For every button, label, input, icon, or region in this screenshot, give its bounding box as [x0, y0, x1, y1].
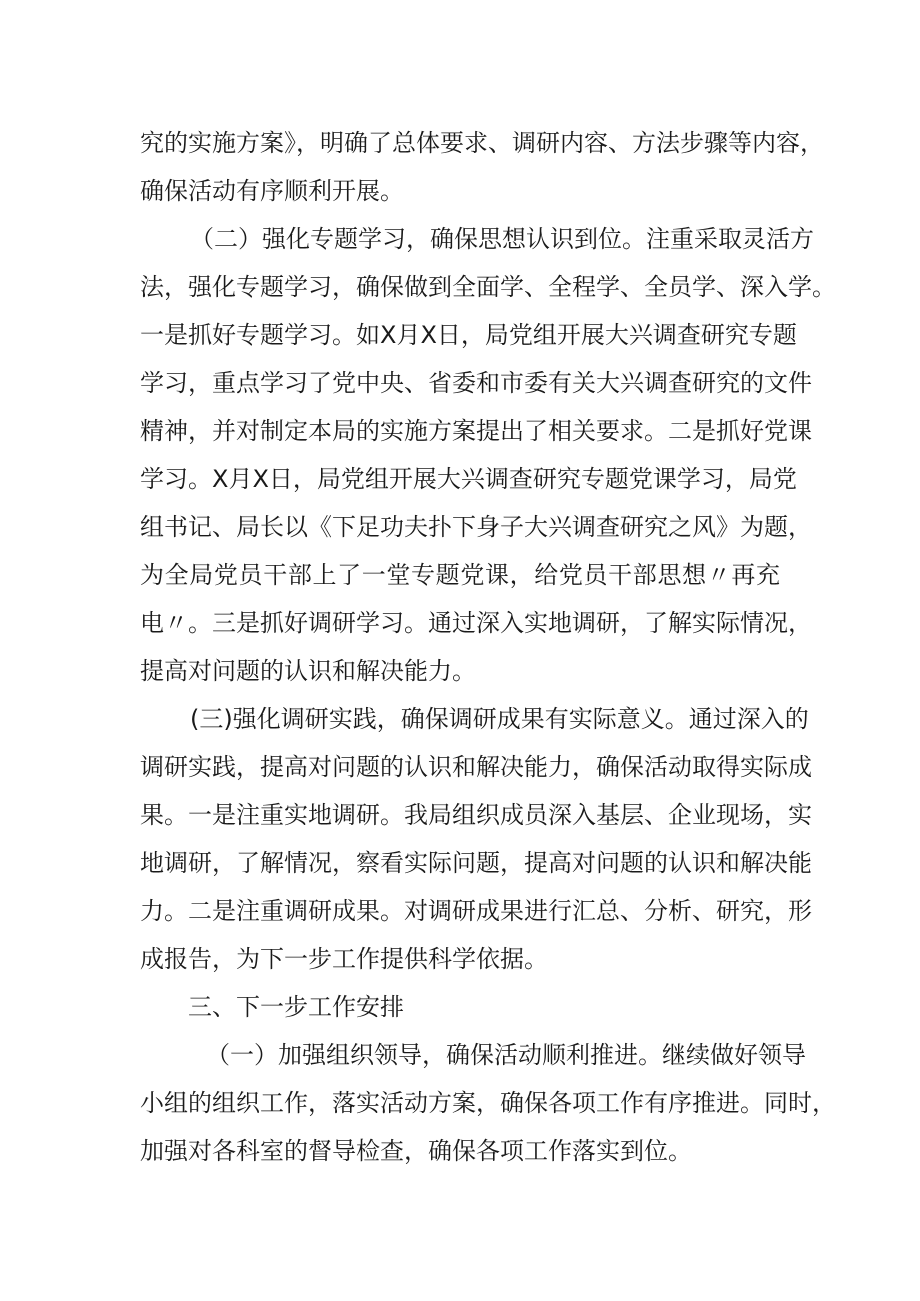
section-2-line-2: 法，强化专题学习，确保做到全面学、全程学、全员学、深入学。: [140, 273, 836, 301]
section-3-line-3: 果。一是注重实地调研。我局组织成员深入基层、企业现场，实: [140, 801, 812, 829]
section-2-line-3: 一是抓好专题学习。如X月X日，局党组开展大兴调查研究专题: [140, 321, 797, 349]
paragraph-line-1: 究的实施方案》，明确了总体要求、调研内容、方法步骤等内容，: [140, 129, 824, 157]
section-heading-next-steps: 三、下一步工作安排: [188, 993, 404, 1021]
section-2-line-8: 为全局党员干部上了一堂专题党课，给党员干部思想〃再充: [140, 561, 780, 589]
section-3-line-1: (三)强化调研实践，确保调研成果有实际意义。通过深入的: [190, 705, 809, 733]
section-3-line-2: 调研实践，提高对问题的认识和解决能力，确保活动取得实际成: [140, 753, 812, 781]
section-2-line-6: 学习。X月X日，局党组开展大兴调查研究专题党课学习，局党: [140, 465, 797, 493]
section-3-line-4: 地调研，了解情况，察看实际问题，提高对问题的认识和解决能: [140, 849, 812, 877]
section-2-line-10: 提高对问题的认识和解决能力。: [140, 657, 476, 685]
section-2-line-4: 学习，重点学习了党中央、省委和市委有关大兴调查研究的文件: [140, 369, 812, 397]
section-2-line-1: （二）强化专题学习，确保思想认识到位。注重采取灵活方: [190, 225, 814, 253]
paragraph-line-2: 确保活动有序顺利开展。: [140, 177, 404, 205]
section-2-line-9: 电〃。三是抓好调研学习。通过深入实地调研，了解实际情况，: [140, 609, 812, 637]
section-2-line-5: 精神，并对制定本局的实施方案提出了相关要求。二是抓好党课: [140, 417, 812, 445]
section-3-line-5: 力。二是注重调研成果。对调研成果进行汇总、分析、研究，形: [140, 897, 812, 925]
next-steps-line-1: （一）加强组织领导，确保活动顺利推进。继续做好领导: [206, 1041, 806, 1069]
section-3-line-6: 成报告，为下一步工作提供科学依据。: [140, 945, 548, 973]
next-steps-line-2: 小组的组织工作，落实活动方案，确保各项工作有序推进。同时，: [140, 1089, 836, 1117]
next-steps-line-3: 加强对各科室的督导检查，确保各项工作落实到位。: [140, 1137, 692, 1165]
section-2-line-7: 组书记、局长以《下足功夫扑下身子大兴调查研究之风》为题，: [140, 513, 812, 541]
